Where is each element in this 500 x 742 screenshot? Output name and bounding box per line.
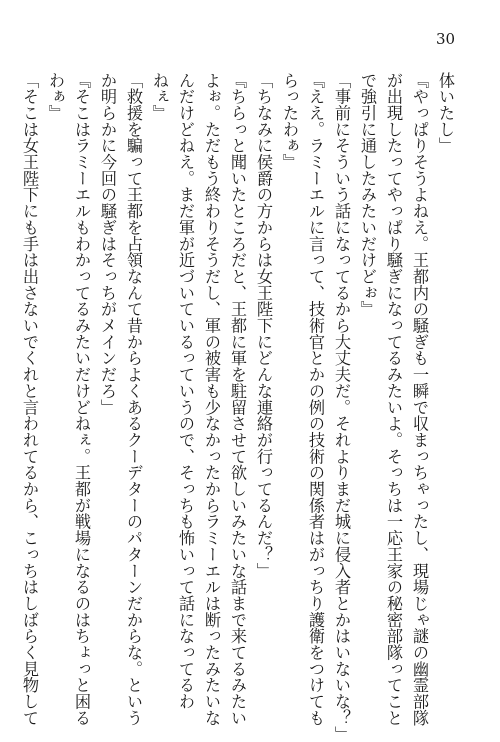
text-line: 「そこは女王陛下にも手は出さないでくれと言われてるから、こっちはしばらく見物して [20,72,39,726]
text-line: ねぇ』 [150,72,169,122]
text-line: よぉ。ただもう終わりそうだし、軍の被害も少なかったからラミーエルは断ったみたいな [202,72,221,726]
text-line: んだけどねえ。まだ軍が近づいているっていうので、そっちも怖いって話になってるわ [176,72,195,710]
text-line: わぁ』 [46,72,65,122]
page-number: 30 [436,30,456,48]
text-line: 「救援を騙って王都を占領なんて昔からよくあるクーデターのパターンだからな。という [124,72,143,726]
text-line: 『そこはラミーエルもわかってるみたいだけどねぇ。王都が戦場になるのはちょっと困る [72,72,91,726]
text-line: で強引に通したみたいだけどぉ』 [358,72,377,318]
vertical-text-body [20,72,458,742]
text-line: らったわぁ』 [280,72,299,171]
text-line: が出現したってやっぱり騒ぎになってるみたいよ。そっちは一応王家の秘密部隊ってこと [384,72,403,726]
text-line: 「ちなみに侯爵の方からは女王陛下にどんな連絡が行ってるんだ？」 [254,72,273,579]
text-line: か明らかに今回の騒ぎはそっちがメインだろ」 [98,72,117,416]
text-line: 体いたし」 [436,72,455,154]
text-line: 「事前にそういう話になってるから大丈夫だ。それよりまだ城に侵入者とかはいないな？」 [332,72,351,742]
text-line: 『ちらっと聞いたところだと、王都に軍を駐留させて欲しいみたいな話まで来てるみたい [228,72,247,726]
text-line: 『やっぱりそうよねえ。王都内の騒ぎも一瞬で収まっちゃったし、現場じゃ謎の幽霊部隊 [410,72,429,726]
text-line: 『ええ。ラミーエルに言って、技術官とかの例の技術の関係者はがっちり護衛をつけても [306,72,325,726]
